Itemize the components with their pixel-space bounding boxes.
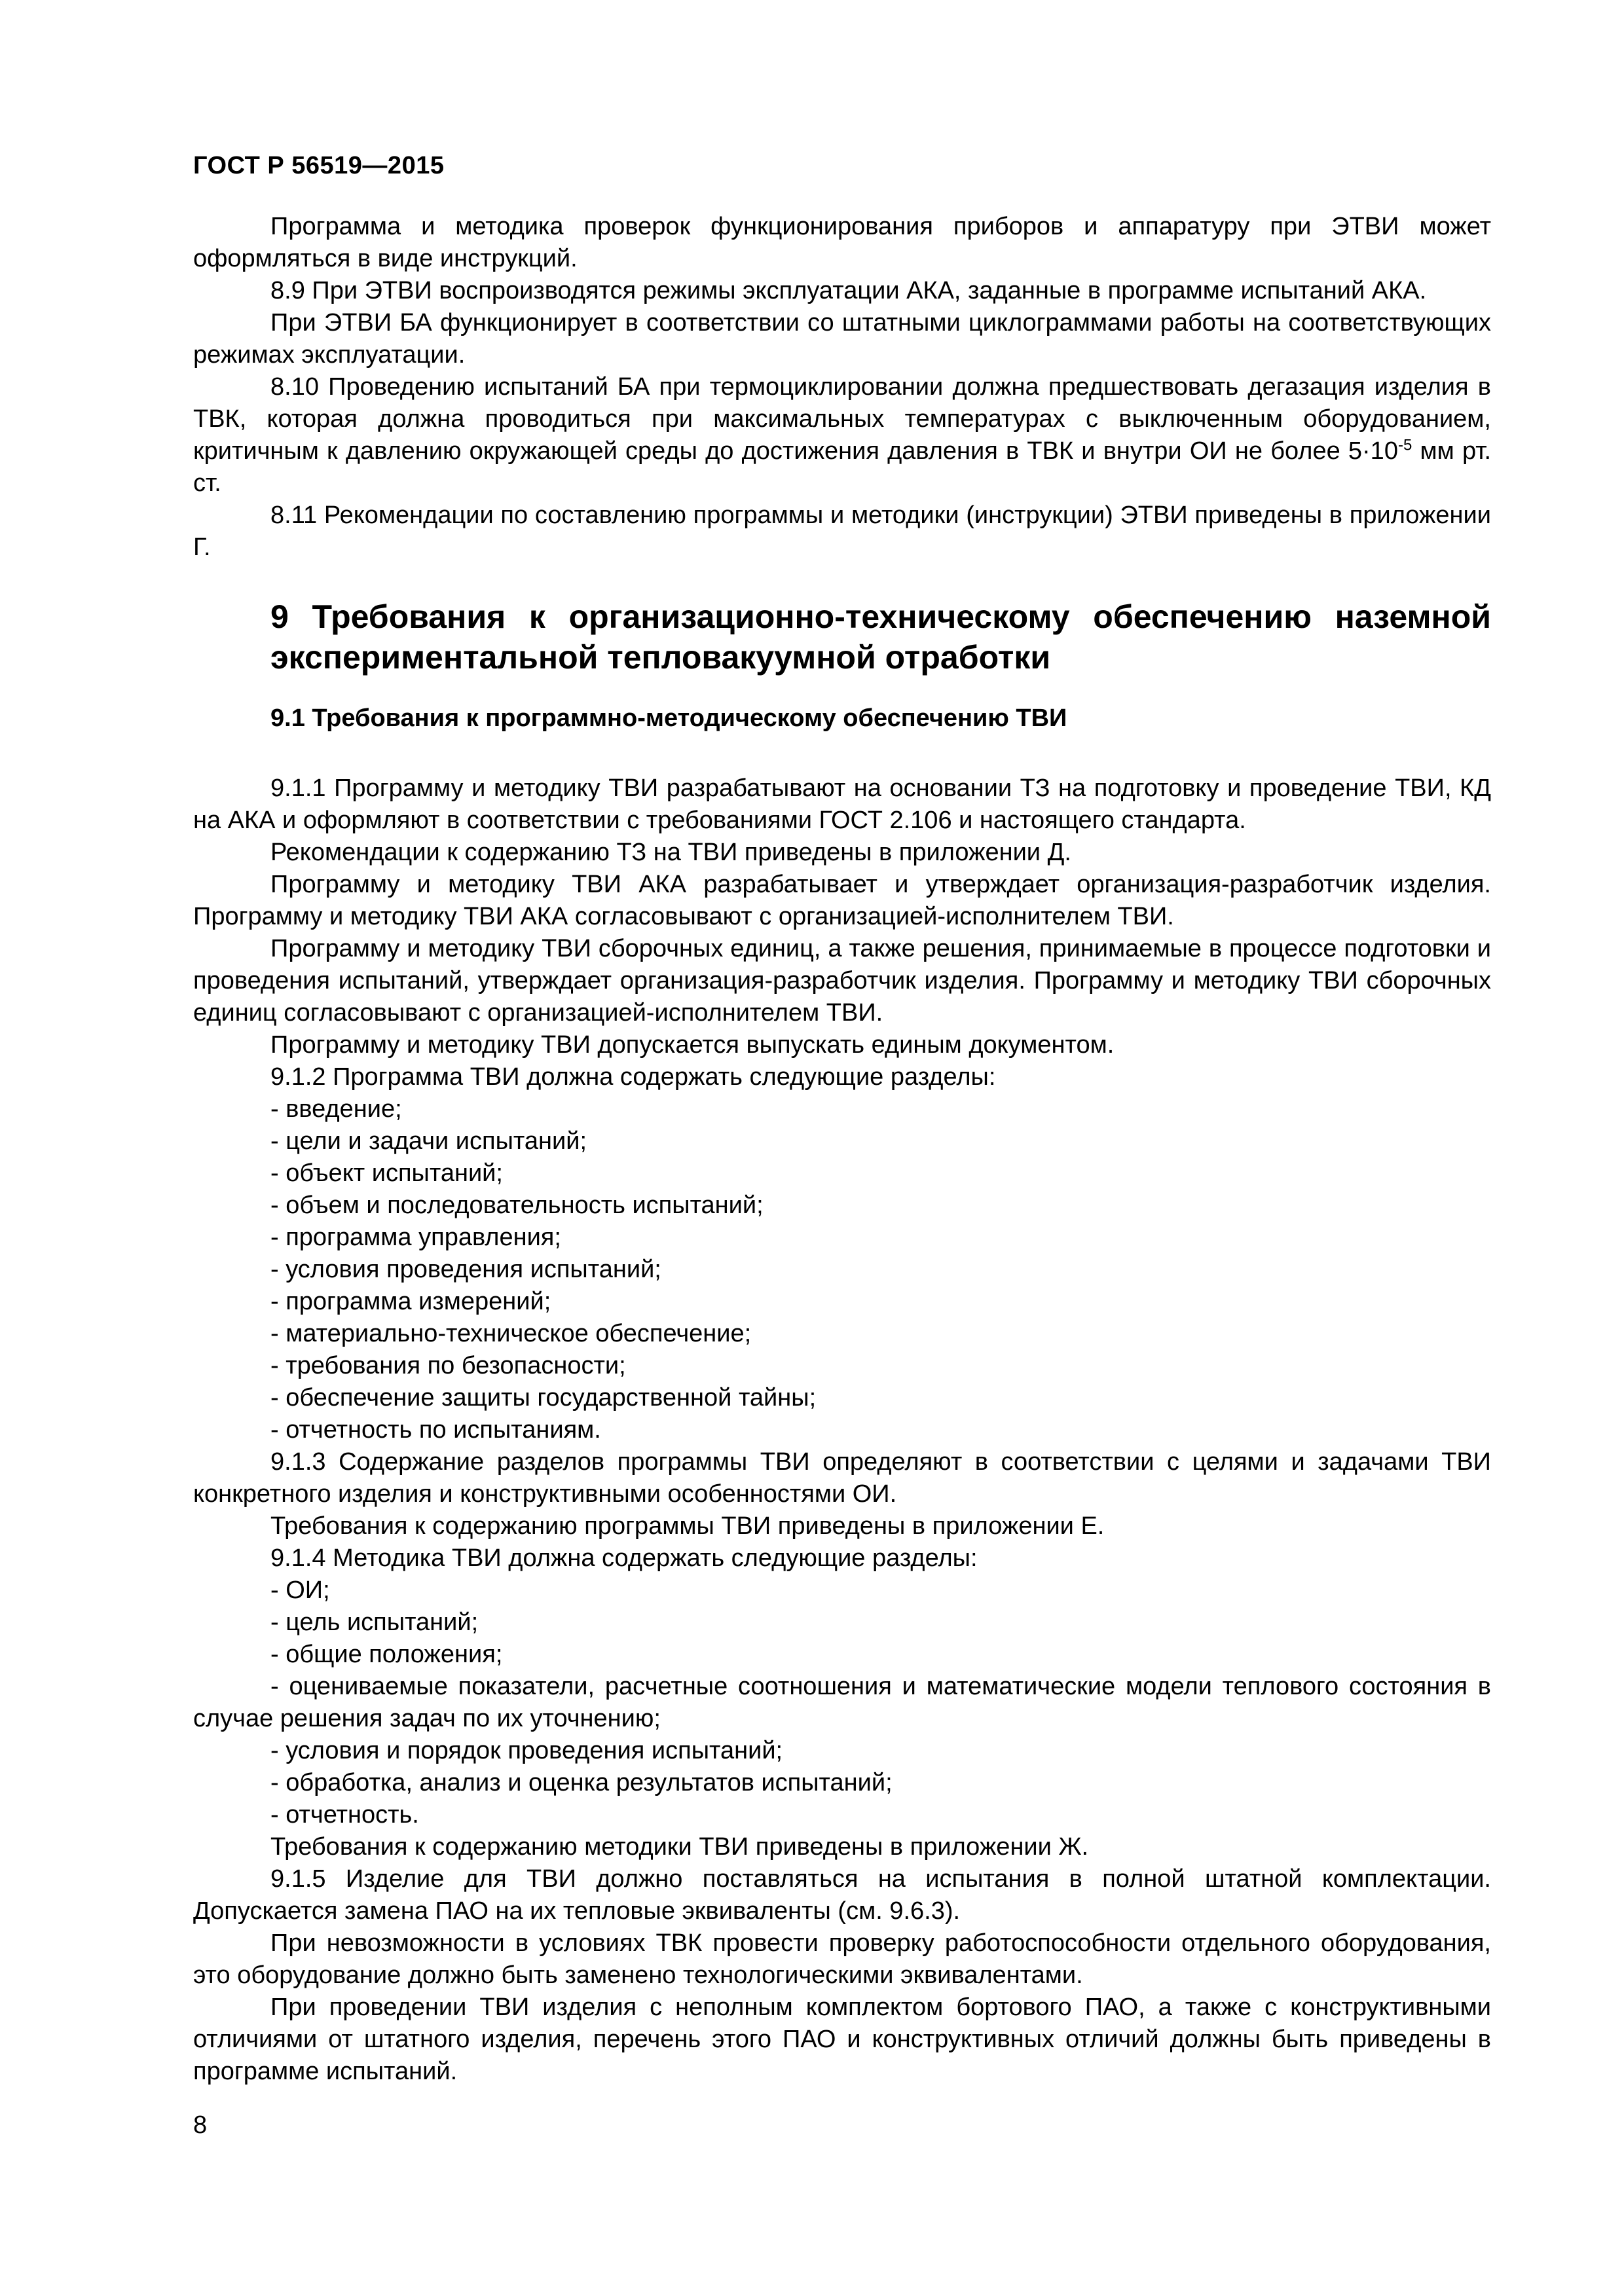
list-item: - отчетность по испытаниям. <box>270 1416 601 1444</box>
list-item: - общие положения; <box>270 1641 503 1668</box>
list-item: - цель испытаний; <box>270 1609 479 1636</box>
list-item: - оцениваемые показатели, расчетные соотношения и математические модели теплового состояния в случае решения задач по их уточнению; <box>193 1673 1491 1732</box>
list-item: - материально-техническое обеспечение; <box>270 1320 752 1347</box>
page-body <box>193 211 1491 2088</box>
list-item: - цели и задачи испытаний; <box>270 1127 587 1155</box>
document-header: ГОСТ Р 56519—2015 <box>193 152 445 179</box>
paragraph: При ЭТВИ БА функционирует в соответствии со штатными циклограммами работы на соответствующих режимах эксплуатации. <box>193 309 1491 369</box>
section-9-heading: 9 Требования к организационно-техническому обеспечению наземной экспериментальной тепловакуумной отработки <box>270 598 1491 676</box>
paragraph-9-1-4: 9.1.4 Методика ТВИ должна содержать следующие разделы: <box>270 1544 978 1572</box>
page-number: 8 <box>193 2111 208 2139</box>
program-sections-list <box>193 1093 1491 1446</box>
paragraph-9-1-5: 9.1.5 Изделие для ТВИ должно поставляться на испытания в полной штатной комплектации. Допускается замена ПАО на их тепловые эквиваленты (см. 9.6.3). <box>193 1865 1491 1925</box>
paragraph: Программу и методику ТВИ АКА разрабатывает и утверждает организация-разработчик изделия. Программу и методику ТВИ АКА согласовывают с организацией-исполнителем ТВИ. <box>193 871 1491 930</box>
paragraph: Требования к содержанию программы ТВИ приведены в приложении Е. <box>270 1512 1105 1540</box>
exponent: -5 <box>1397 436 1412 454</box>
list-item: - объект испытаний; <box>270 1159 503 1187</box>
paragraph-8-10-text: 8.10 Проведению испытаний БА при термоциклировании должна предшествовать дегазация изделия в ТВК, которая должна проводиться при максимальных температурах с выключенным оборудованием, критичным к давлению окружающей среды до достижения давления в ТВК и внутри ОИ не более 5·10 <box>193 373 1491 465</box>
paragraph: Программу и методику ТВИ сборочных единиц, а также решения, принимаемые в процессе подготовки и проведения испытаний, утверждает организация-разработчик изделия. Программу и методику ТВИ сборочных единиц согласовывают с организацией-исполнителем ТВИ. <box>193 935 1491 1027</box>
subsection-9-1-heading: 9.1 Требования к программно-методическому обеспечению ТВИ <box>270 704 1067 732</box>
list-item: - введение; <box>270 1095 402 1123</box>
paragraph-8-9: 8.9 При ЭТВИ воспроизводятся режимы эксплуатации АКА, заданные в программе испытаний АКА. <box>270 277 1427 304</box>
list-item: - программа управления; <box>270 1224 561 1251</box>
list-item: - условия проведения испытаний; <box>270 1256 661 1283</box>
paragraph: При проведении ТВИ изделия с неполным комплектом бортового ПАО, а также с конструктивными отличиями от штатного изделия, перечень этого ПАО и конструктивных отличий должны быть приведены в программе испытаний. <box>193 1994 1491 2085</box>
list-item: - программа измерений; <box>270 1288 551 1315</box>
list-item: - ОИ; <box>270 1576 330 1604</box>
paragraph: При невозможности в условиях ТВК провести проверку работоспособности отдельного оборудования, это оборудование должно быть заменено технологическими эквивалентами. <box>193 1929 1491 1989</box>
list-item: - отчетность. <box>270 1801 419 1829</box>
paragraph: Рекомендации к содержанию ТЗ на ТВИ приведены в приложении Д. <box>270 839 1071 866</box>
paragraph-9-1-3: 9.1.3 Содержание разделов программы ТВИ определяют в соответствии с целями и задачами ТВИ конкретного изделия и конструктивными особенностями ОИ. <box>193 1448 1491 1508</box>
paragraph-9-1-2: 9.1.2 Программа ТВИ должна содержать следующие разделы: <box>270 1063 996 1091</box>
paragraph: Программу и методику ТВИ допускается выпускать единым документом. <box>270 1031 1115 1059</box>
paragraph: Требования к содержанию методики ТВИ приведены в приложении Ж. <box>270 1833 1089 1861</box>
list-item: - обеспечение защиты государственной тайны; <box>270 1384 817 1412</box>
list-item: - требования по безопасности; <box>270 1352 626 1379</box>
paragraph: Программа и методика проверок функционирования приборов и аппаратуру при ЭТВИ может оформляться в виде инструкций. <box>193 213 1491 272</box>
list-item: - условия и порядок проведения испытаний; <box>270 1737 783 1764</box>
paragraph-9-1-1: 9.1.1 Программу и методику ТВИ разрабатывают на основании ТЗ на подготовку и проведение ТВИ, КД на АКА и оформляют в соответствии с требованиями ГОСТ 2.106 и настоящего стандарта. <box>193 774 1491 834</box>
paragraph-8-11: 8.11 Рекомендации по составлению программы и методики (инструкции) ЭТВИ приведены в приложении Г. <box>193 501 1491 561</box>
list-item: - обработка, анализ и оценка результатов испытаний; <box>270 1769 893 1796</box>
paragraph-8-10 <box>193 371 1491 500</box>
list-item: - объем и последовательность испытаний; <box>270 1192 764 1219</box>
paragraph-8-10-tail: мм рт. ст. <box>193 437 1491 497</box>
